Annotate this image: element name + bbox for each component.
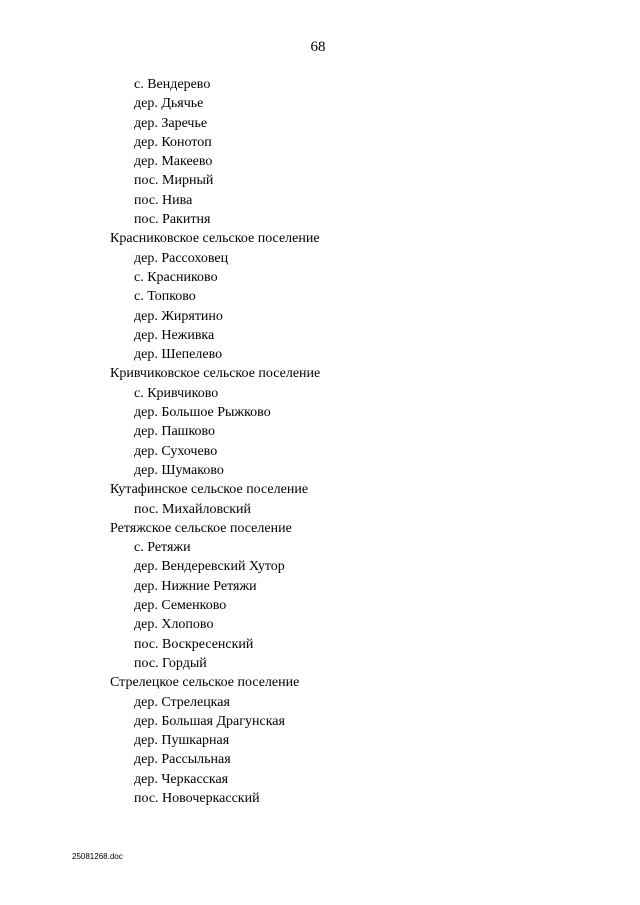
settlement-item: дер. Шумаково	[134, 462, 224, 478]
document-filename: 25081268.doc	[72, 852, 123, 861]
settlement-item: дер. Сухочево	[134, 443, 218, 459]
settlement-item: дер. Конотоп	[134, 134, 212, 150]
settlement-item: дер. Заречье	[134, 115, 208, 131]
settlement-item: дер. Макеево	[134, 154, 213, 170]
settlement-item: пос. Ракитня	[134, 212, 211, 228]
settlement-item: с. Ретяжи	[134, 540, 191, 556]
settlement-item: дер. Хлопово	[134, 617, 214, 633]
settlement-item: с. Кривчиково	[134, 385, 219, 401]
settlement-item: дер. Черкасская	[134, 771, 229, 787]
settlement-item: дер. Жирятино	[134, 308, 223, 324]
settlement-item: дер. Пушкарная	[134, 733, 230, 749]
municipality-heading: Ретяжское сельское поселение	[110, 520, 292, 536]
settlement-item: с. Красниково	[134, 269, 218, 285]
settlement-item: дер. Нижние Ретяжи	[134, 578, 257, 594]
page-number: 68	[310, 39, 326, 55]
municipality-heading: Кривчиковское сельское поселение	[110, 366, 321, 382]
settlement-item: пос. Нива	[134, 192, 193, 208]
settlement-item: дер. Семенково	[134, 598, 227, 614]
settlement-item: с. Топково	[134, 289, 196, 305]
settlement-item: с. Вендерево	[134, 77, 211, 92]
municipality-heading: Кутафинское сельское поселение	[110, 482, 309, 498]
municipality-heading: Стрелецкое сельское поселение	[110, 675, 300, 691]
settlement-item: пос. Воскресенский	[134, 636, 254, 652]
municipality-heading: Красниковское сельское поселение	[110, 231, 320, 247]
settlement-item: дер. Большая Драгунская	[134, 713, 285, 729]
settlement-item: дер. Рассоховец	[134, 250, 229, 266]
settlement-item: пос. Мирный	[134, 173, 214, 189]
settlement-item: дер. Пашково	[134, 424, 216, 440]
settlement-item: пос. Гордый	[134, 655, 207, 671]
settlement-item: дер. Стрелецкая	[134, 694, 230, 710]
settlement-item: дер. Рассыльная	[134, 752, 231, 768]
settlement-item: дер. Большое Рыжково	[134, 405, 271, 421]
settlement-item: пос. Новочеркасский	[134, 790, 260, 806]
settlement-item: дер. Дьячье	[134, 96, 204, 112]
settlement-list	[0, 75, 640, 808]
settlement-item: дер. Шепелево	[134, 347, 223, 363]
settlement-item: дер. Неживка	[134, 327, 215, 343]
settlement-item: дер. Вендеревский Хутор	[134, 559, 285, 575]
settlement-item: пос. Михайловский	[134, 501, 252, 517]
